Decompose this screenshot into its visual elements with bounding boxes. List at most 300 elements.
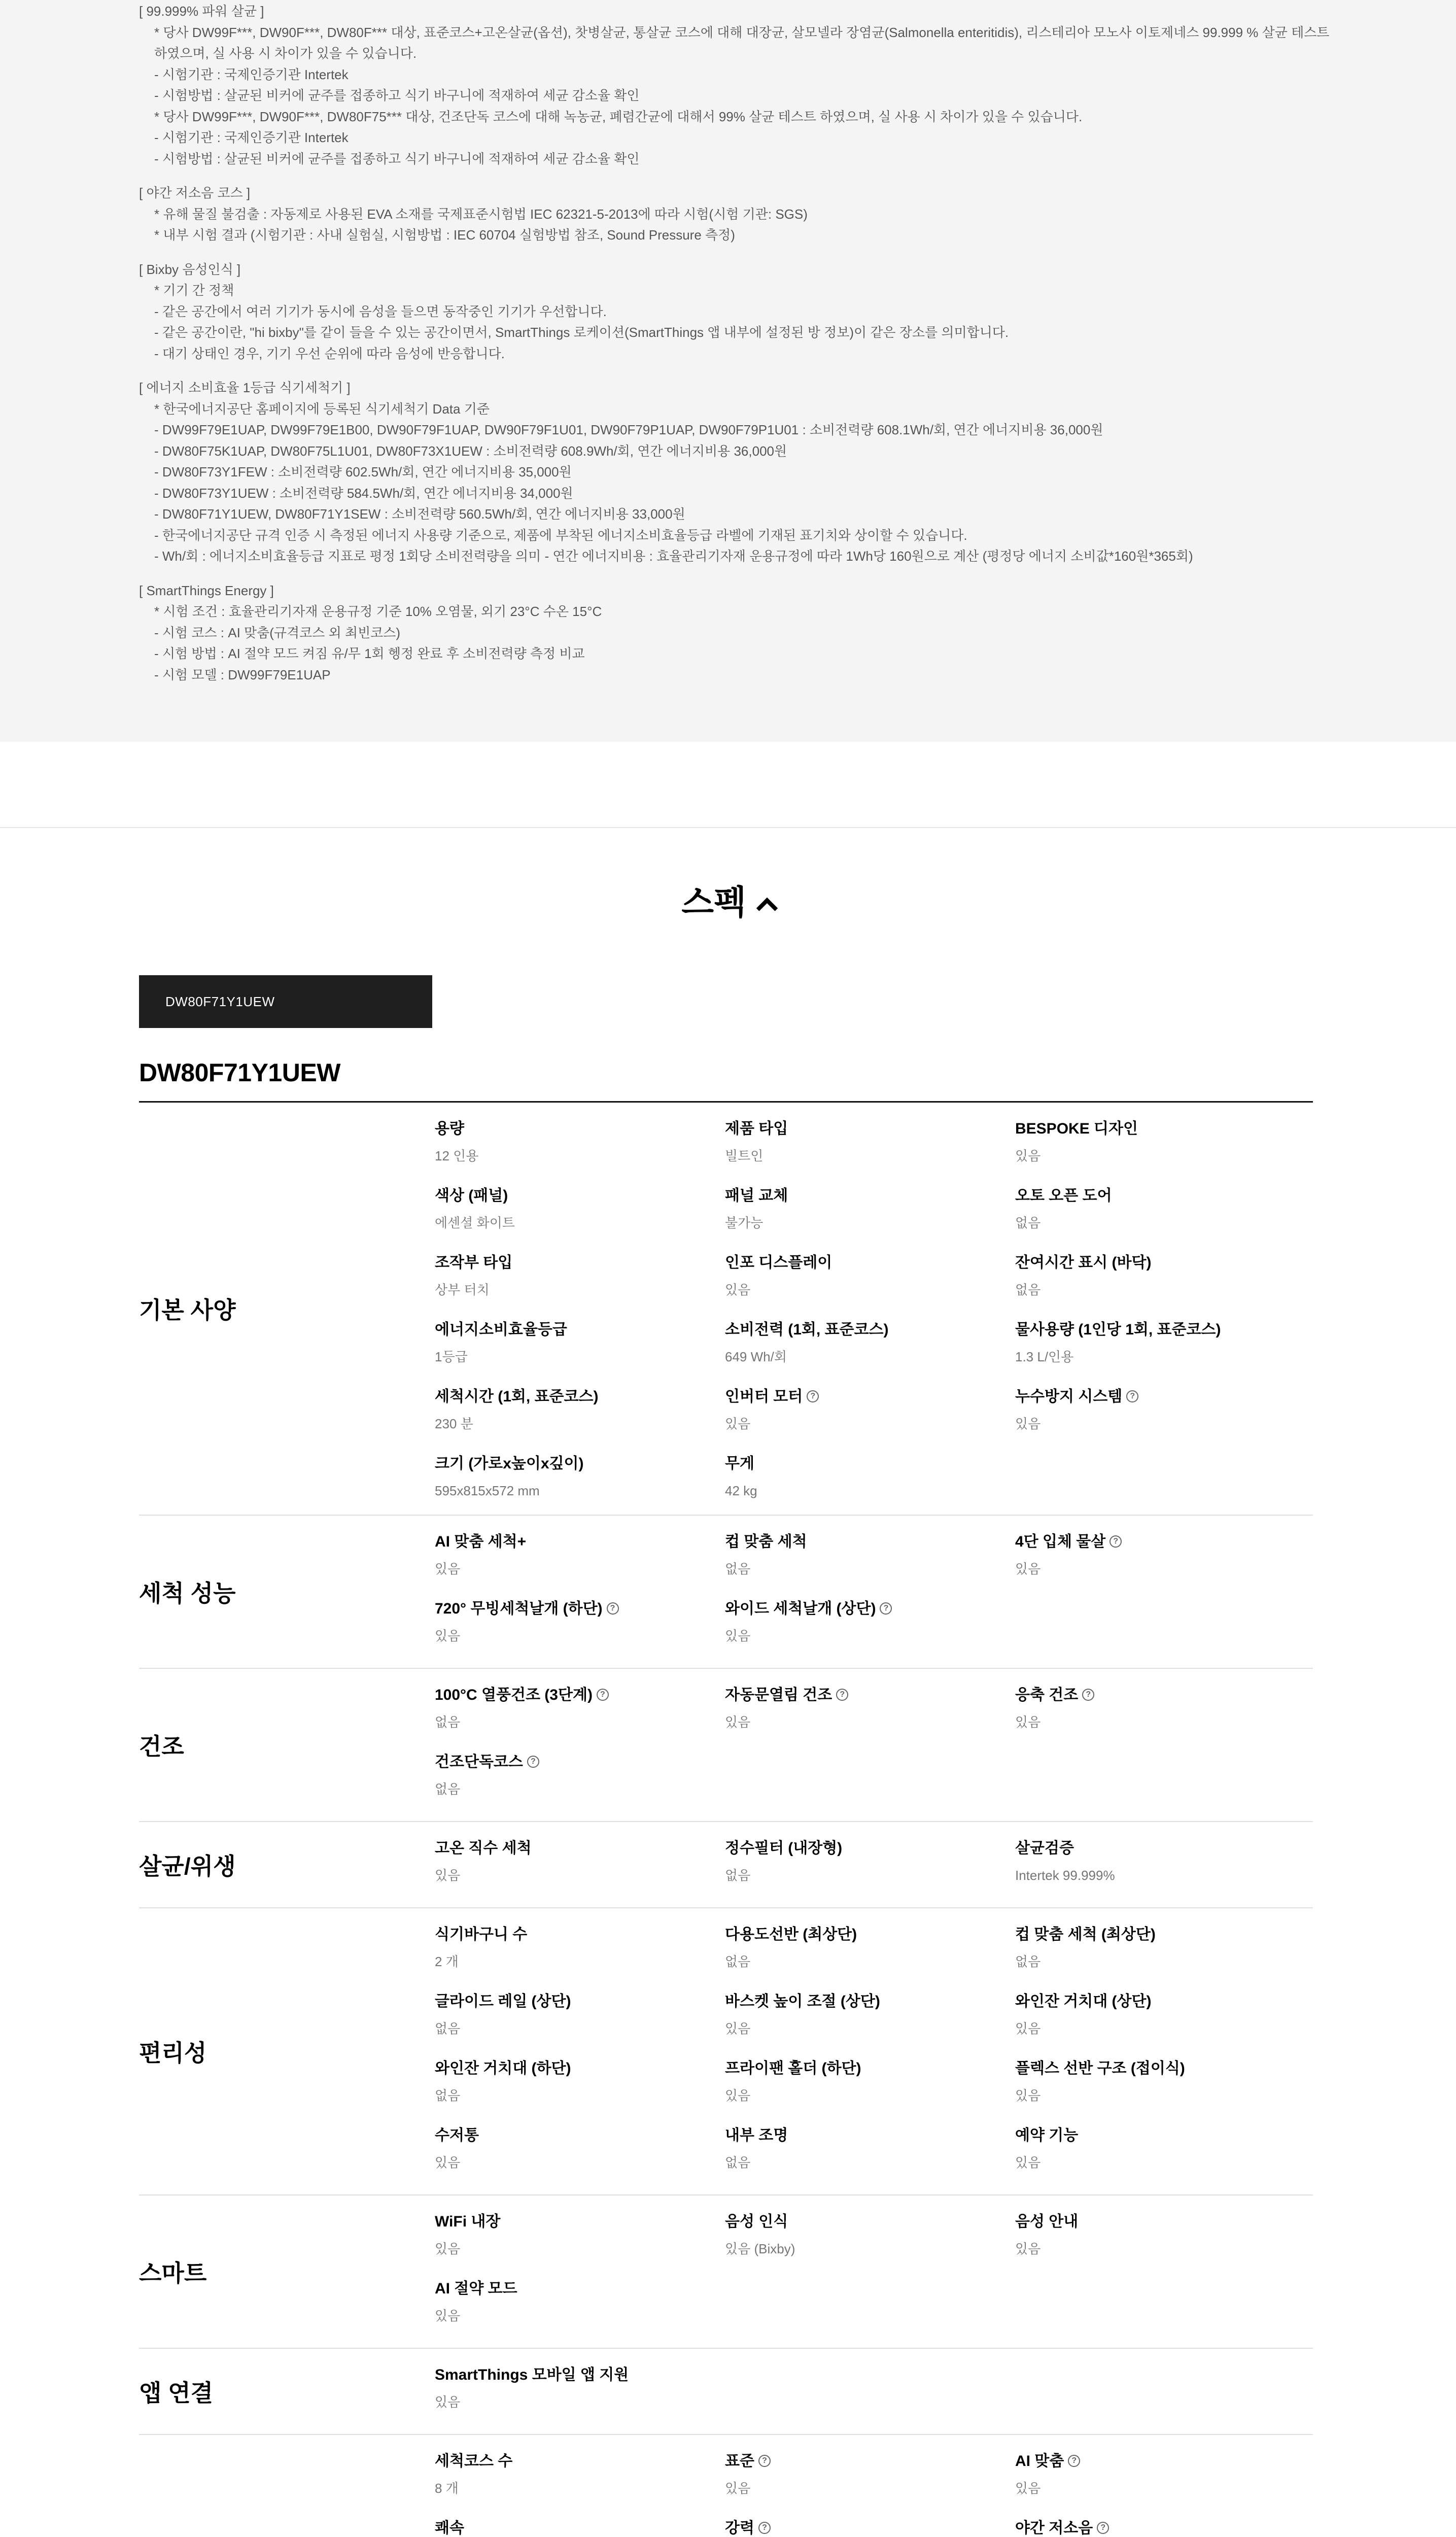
spec-item-label-text: 인버터 모터 (725, 1388, 803, 1405)
spec-item (725, 2517, 1015, 2537)
spec-item-label-text: 쾌속 (435, 2520, 464, 2536)
spec-item-value-text: 불가능 (725, 1215, 764, 1230)
spec-title-label: 스펙 (681, 883, 746, 921)
spec-item-value (435, 2306, 725, 2325)
section-divider (0, 827, 1456, 828)
spec-item-value (1015, 1952, 1305, 1971)
spec-item-grid (435, 2435, 1313, 2537)
spec-item-label-text: 바스켓 높이 조절 (상단) (725, 1993, 880, 2010)
spec-item-label-text: 컵 맞춤 세척 (최상단) (1015, 1926, 1156, 1943)
spec-item-value-text: 있음 (725, 2481, 751, 2496)
spec-item-label (435, 2058, 725, 2080)
note-section (139, 580, 1321, 686)
spec-item-label (435, 1319, 725, 1341)
spec-item-value (435, 2019, 725, 2038)
spec-item (435, 1319, 725, 1386)
spec-item (725, 1924, 1015, 1991)
help-icon[interactable]: ? (607, 1602, 619, 1615)
spec-item-label-text: 응축 건조 (1015, 1687, 1079, 1703)
spec-item-label-text: 세척코스 수 (435, 2453, 513, 2470)
spec-item-value-text: Intertek 99.999% (1015, 1868, 1115, 1883)
spec-item (1015, 1252, 1305, 1319)
spec-item-label (725, 1924, 1015, 1946)
spec-item-value-text: 있음 (435, 2155, 461, 2170)
spec-item (725, 1319, 1015, 1386)
spec-item-value (1015, 2019, 1305, 2038)
spec-item-value-text: 있음 (1015, 2481, 1041, 2496)
spec-item-value (725, 1952, 1015, 1971)
spec-item-value-text: 있음 (435, 2241, 461, 2256)
spec-item (1015, 1531, 1305, 1598)
note-line: * 당사 DW99F***, DW90F***, DW80F75*** 대상, 건조단독 코스에 대해 녹농균, 폐렴간균에 대해서 99% 살균 테스트 하였으며, 실 사용 시 차이가 있을 수 있습니다. (154, 109, 1083, 124)
help-icon[interactable]: ? (1068, 2455, 1080, 2467)
spec-item-value (725, 1712, 1015, 1732)
spec-item-value (435, 1559, 725, 1579)
spec-item (1015, 1924, 1305, 1991)
spec-item-label (725, 2450, 1015, 2473)
note-heading: [ SmartThings Energy ] (139, 582, 274, 598)
spec-category-name: 편리성 (139, 2040, 207, 2066)
spec-item-label (725, 1185, 1015, 1207)
note-line: - DW80F75K1UAP, DW80F75L1U01, DW80F73X1UEW : 소비전력량 608.9Wh/회, 연간 에너지비용 36,000원 (154, 443, 787, 459)
spec-item-label-text: 인포 디스플레이 (725, 1254, 833, 1271)
spec-category (139, 2349, 1313, 2435)
spec-item (725, 1531, 1015, 1598)
spec-item-value-text: 있음 (1015, 1416, 1041, 1431)
spec-item-label-text: 컵 맞춤 세척 (725, 1533, 807, 1550)
spec-item-value-text: 있음 (1015, 2155, 1041, 2170)
spec-item-value (435, 1146, 725, 1165)
spec-item (725, 2124, 1015, 2191)
spec-item-value (1015, 2239, 1305, 2258)
spec-item-label-text: 조작부 타입 (435, 1254, 513, 1271)
spec-item-value (725, 1481, 1015, 1500)
spec-item-label-text: 플렉스 선반 구조 (접이식) (1015, 2060, 1185, 2077)
spec-item-value-text: 있음 (725, 2088, 751, 2103)
note-line: - 시험방법 : 살균된 비커에 균주를 접종하고 식기 바구니에 적재하여 세균 감소율 확인 (154, 151, 640, 166)
spec-item (435, 2211, 725, 2278)
note-line: * 유해 물질 불검출 : 자동제로 사용된 EVA 소재를 국제표준시험법 IEC 62321-5-2013에 따라 시험(시험 기관: SGS) (154, 206, 808, 222)
spec-item-grid (435, 1516, 1313, 1677)
spec-item-label (435, 1924, 725, 1946)
spec-item (435, 1684, 725, 1751)
spec-item (725, 1837, 1015, 1904)
spec-item-value (1015, 2479, 1305, 2498)
spec-item-label-text: AI 맞춤 (1015, 2453, 1064, 2470)
spec-item-label (435, 2450, 725, 2473)
spec-item-label-text: 내부 조명 (725, 2127, 788, 2144)
note-line: - 대기 상태인 경우, 기기 우선 순위에 따라 음성에 반응합니다. (154, 346, 505, 361)
spec-item (435, 1751, 725, 1818)
spec-item (725, 1991, 1015, 2058)
spec-item-label (435, 1598, 725, 1620)
note-line: - 같은 공간이란, "hi bixby"를 같이 들을 수 있는 공간이면서, SmartThings 로케이션(SmartThings 앱 내부에 설정된 방 정보)이 같은 장소를 의미합니다. (154, 325, 1009, 340)
spec-item-value (1015, 1414, 1305, 1433)
spec-item-value (435, 2086, 725, 2105)
spec-item-grid (435, 1103, 1313, 1532)
help-icon[interactable]: ? (807, 1390, 819, 1402)
spec-item-label (1015, 1319, 1305, 1341)
spec-item-label (1015, 1924, 1305, 1946)
spec-item-label (725, 1252, 1015, 1274)
model-name-heading: DW80F71Y1UEW (139, 1058, 340, 1087)
spec-item-value (725, 2086, 1015, 2105)
spec-item-label (435, 2124, 725, 2147)
spec-item-value (1015, 2086, 1305, 2105)
spec-item-label (435, 1252, 725, 1274)
note-line: - 시험 모델 : DW99F79E1UAP (154, 667, 331, 682)
spec-item-value (435, 1481, 725, 1500)
spec-item-value-text: 42 kg (725, 1483, 757, 1498)
spec-item-value-text: 있음 (435, 1628, 461, 1643)
spec-item (435, 2517, 725, 2537)
spec-item-label-text: 잔여시간 표시 (바닥) (1015, 1254, 1152, 1271)
spec-item-value (435, 1626, 725, 1645)
help-icon[interactable]: ? (836, 1689, 848, 1701)
spec-item-value-text: 있음 (1015, 1561, 1041, 1576)
spec-item-label-text: 정수필터 (내장형) (725, 1840, 843, 1857)
spec-item (1015, 1991, 1305, 2058)
note-line: * 내부 시험 결과 (시험기관 : 사내 실험실, 시험방법 : IEC 60704 실험방법 참조, Sound Pressure 측정) (154, 227, 735, 243)
spec-item-label-text: 야간 저소음 (1015, 2520, 1093, 2536)
spec-item-label (435, 2517, 725, 2537)
spec-item-label-text: 세척시간 (1회, 표준코스) (435, 1388, 599, 1405)
spec-item (1015, 1837, 1305, 1904)
spec-item-value-text: 상부 터치 (435, 1282, 490, 1297)
spec-item (725, 1252, 1015, 1319)
spec-item-label-text: 살균검증 (1015, 1840, 1074, 1857)
spec-item-value-text: 없음 (1015, 1215, 1041, 1230)
spec-item-label-text: 와이드 세척날개 (상단) (725, 1600, 876, 1617)
spec-item (435, 2278, 725, 2345)
spec-item-value-text: 있음 (1015, 1715, 1041, 1730)
spec-item-label (1015, 2124, 1305, 2147)
spec-item (435, 1118, 725, 1185)
spec-item-value (1015, 1280, 1305, 1299)
spec-item-value (435, 1866, 725, 1885)
note-line: 하였으며, 실 사용 시 차이가 있을 수 있습니다. (154, 46, 417, 61)
spec-item-value-text: 없음 (435, 2021, 461, 2036)
note-line: - 시험 코스 : AI 맞춤(규격코스 외 최빈코스) (154, 625, 401, 640)
spec-item-label (725, 2517, 1015, 2537)
spec-item-label-text: 고온 직수 세척 (435, 1840, 532, 1857)
spec-item-label-text: 와인잔 거치대 (하단) (435, 2060, 571, 2077)
spec-item-label (435, 1751, 725, 1773)
spec-item (1015, 1684, 1305, 1751)
spec-item-value (725, 2239, 1015, 2258)
spec-item-value-text: 없음 (1015, 1282, 1041, 1297)
spec-item-value (725, 1866, 1015, 1885)
spec-item-label-text: 건조단독코스 (435, 1754, 523, 1770)
spec-item (725, 1684, 1015, 1751)
spec-item (1015, 2211, 1305, 2278)
spec-item-label (435, 1453, 725, 1475)
spec-item (1015, 1386, 1305, 1453)
spec-item-value (1015, 1712, 1305, 1732)
spec-item-label (725, 2124, 1015, 2147)
spec-item-value (1015, 1146, 1305, 1165)
spec-item (435, 2450, 725, 2517)
note-line: * 한국에너지공단 홈페이지에 등록된 식기세척기 Data 기준 (154, 401, 490, 417)
spec-item-label-text: 오토 오픈 도어 (1015, 1187, 1112, 1204)
spec-item-label-text: 음성 인식 (725, 2213, 788, 2230)
note-heading: [ 99.999% 파워 살균 ] (139, 4, 264, 19)
spec-item-value (1015, 1213, 1305, 1232)
spec-item-label (435, 1684, 725, 1706)
spec-item-label (725, 1598, 1015, 1620)
spec-item-label-text: 무게 (725, 1455, 754, 1472)
spec-item-value-text: 1등급 (435, 1349, 468, 1364)
spec-item-label (725, 1386, 1015, 1408)
spec-item (435, 1453, 725, 1520)
spec-item-value (435, 2153, 725, 2172)
spec-item-value-text: 있음 (435, 2394, 461, 2410)
spec-item-value (435, 2239, 725, 2258)
spec-item-label (1015, 2211, 1305, 2233)
spec-item (725, 2211, 1015, 2278)
spec-item-label (1015, 1252, 1305, 1274)
spec-item-label-text: BESPOKE 디자인 (1015, 1120, 1138, 1137)
note-line: - DW80F71Y1UEW, DW80F71Y1SEW : 소비전력량 560.5Wh/회, 연간 에너지비용 33,000원 (154, 506, 685, 522)
spec-item-value-text: 없음 (725, 1954, 751, 1969)
help-icon[interactable]: ? (880, 1602, 892, 1615)
chevron-up-icon[interactable] (756, 898, 778, 919)
help-icon[interactable]: ? (1082, 1689, 1094, 1701)
spec-item-value-text: 에센셜 화이트 (435, 1215, 515, 1230)
spec-item-value (435, 1347, 725, 1366)
spec-item-label-text: 패널 교체 (725, 1187, 788, 1204)
spec-item-label-text: 크기 (가로x높이x깊이) (435, 1455, 584, 1472)
spec-item (1015, 2517, 1305, 2537)
spec-item-value (435, 1779, 725, 1799)
spec-item-label (725, 2211, 1015, 2233)
spec-item-value-text: 없음 (435, 1781, 461, 1797)
spec-item-value (725, 1213, 1015, 1232)
note-heading: [ 야간 저소음 코스 ] (139, 185, 251, 200)
spec-item (435, 1252, 725, 1319)
spec-item-value-text: 없음 (1015, 1954, 1041, 1969)
spec-item (435, 1837, 725, 1904)
spec-item (1015, 2450, 1305, 2517)
spec-item (435, 2058, 725, 2124)
spec-item-value (435, 1213, 725, 1232)
help-icon[interactable]: ? (758, 2455, 771, 2467)
spec-item-label (725, 1453, 1015, 1475)
spec-item-label (1015, 1118, 1305, 1140)
spec-item-value (725, 1146, 1015, 1165)
spec-item-label (725, 1991, 1015, 2013)
spec-item-label (435, 1531, 725, 1553)
spec-item-value (435, 1712, 725, 1732)
spec-item-value (435, 2392, 725, 2412)
spec-item-value-text: 없음 (725, 2155, 751, 2170)
note-line: - DW80F73Y1FEW : 소비전력량 602.5Wh/회, 연간 에너지비용 35,000원 (154, 464, 572, 479)
spec-item (725, 1386, 1015, 1453)
help-icon[interactable]: ? (527, 1756, 539, 1768)
spec-item-value-text: 649 Wh/회 (725, 1349, 787, 1364)
spec-item-label-text: 에너지소비효율등급 (435, 1321, 567, 1338)
note-line: * 당사 DW99F***, DW90F***, DW80F*** 대상, 표준코스+고온살균(옵션), 찻병살균, 통살균 코스에 대해 대장균, 살모넬라 장염균(Salmonella enteritidis), 리스테리아 모노사 이토제네스 99.999 % 살균 테스트 (154, 24, 1330, 40)
spec-item (435, 2364, 725, 2431)
spec-category (139, 1908, 1313, 2196)
spec-item-value-text: 230 분 (435, 1416, 473, 1431)
spec-item-label-text: 강력 (725, 2520, 754, 2536)
spec-item-value-text: 있음 (725, 1715, 751, 1730)
help-icon[interactable]: ? (758, 2522, 771, 2534)
spec-item-value (435, 1414, 725, 1433)
note-section (139, 1, 1330, 169)
spec-item-label (725, 1837, 1015, 1860)
spec-category (139, 1669, 1313, 1822)
spec-item-value-text: 있음 (725, 1282, 751, 1297)
spec-category-name: 스마트 (139, 2260, 207, 2286)
note-line: - Wh/회 : 에너지소비효율등급 지표로 평정 1회당 소비전력량을 의미 - 연간 에너지비용 : 효율관리기자재 운용규정에 따라 1Wh당 160원으로 계산 (평정당 에너지 소비값*160원*365회) (154, 548, 1193, 564)
spec-item-label-text: AI 맞춤 세척+ (435, 1533, 527, 1550)
spec-item-value-text: 있음 (725, 2021, 751, 2036)
spec-item (725, 1598, 1015, 1665)
note-line: - 시험방법 : 살균된 비커에 균주를 접종하고 식기 바구니에 적재하여 세균 감소율 확인 (154, 88, 640, 103)
spec-item-label (725, 1531, 1015, 1553)
spec-item-value-text: 있음 (725, 1416, 751, 1431)
spec-item-label (435, 2211, 725, 2233)
spec-item-label (725, 1118, 1015, 1140)
spec-item-value-text: 있음 (435, 1868, 461, 1883)
spec-item-grid (435, 1822, 1313, 1916)
spec-item-label (435, 2278, 725, 2300)
spec-item-label (1015, 1991, 1305, 2013)
spec-category (139, 2196, 1313, 2349)
spec-category-name: 기본 사양 (139, 1297, 236, 1323)
spec-category-name: 앱 연결 (139, 2380, 214, 2406)
spec-item-label-text: 720° 무빙세척날개 (하단) (435, 1600, 603, 1617)
spec-item-label (435, 1118, 725, 1140)
spec-item-label-text: 자동문열림 건조 (725, 1687, 833, 1703)
spec-category-name: 세척 성능 (139, 1580, 236, 1606)
spec-item-label (1015, 1185, 1305, 1207)
note-line: - 시험기관 : 국제인증기관 Intertek (154, 130, 349, 145)
spec-item (1015, 1319, 1305, 1386)
spec-item-value-text: 1.3 L/인용 (1015, 1349, 1074, 1364)
spec-item-grid (435, 2196, 1313, 2357)
note-line: - 시험 방법 : AI 절약 모드 켜짐 유/무 1회 헹정 완료 후 소비전력량 측정 비교 (154, 646, 585, 661)
spec-item (1015, 1185, 1305, 1252)
note-heading: [ Bixby 음성인식 ] (139, 261, 241, 277)
spec-item-value-text: 없음 (725, 1561, 751, 1576)
spec-item-label (1015, 2450, 1305, 2473)
spec-item (435, 1991, 725, 2058)
spec-category (139, 2435, 1313, 2537)
spec-item-label (435, 1837, 725, 1860)
spec-item-value (435, 1952, 725, 1971)
spec-item (435, 1924, 725, 1991)
spec-item (1015, 2124, 1305, 2191)
spec-item-label-text: 예약 기능 (1015, 2127, 1079, 2144)
spec-item-value (435, 1280, 725, 1299)
note-line: - 같은 공간에서 여러 기기가 동시에 음성을 들으면 동작중인 기기가 우선합니다. (154, 303, 607, 319)
spec-item-label (725, 2058, 1015, 2080)
note-section (139, 378, 1321, 567)
spec-item-value (1015, 1559, 1305, 1579)
spec-item-value (725, 1347, 1015, 1366)
spec-item-label (1015, 2058, 1305, 2080)
spec-item-value (725, 1414, 1015, 1433)
note-line: - DW99F79E1UAP, DW99F79E1B00, DW90F79F1UAP, DW90F79F1U01, DW90F79P1UAP, DW90F79P1U01 : 소비전력량 608.1Wh/회, 연간 에너지비용 36,000원 (154, 422, 1103, 437)
spec-item-value-text: 있음 (725, 1628, 751, 1643)
spec-item (435, 1531, 725, 1598)
spec-item (1015, 1118, 1305, 1185)
spec-item-label (725, 1319, 1015, 1341)
spec-item-label-text: 용량 (435, 1120, 464, 1137)
spec-item (435, 1598, 725, 1665)
spec-item-label (435, 2364, 725, 2386)
spec-item-label-text: 100°C 열풍건조 (3단계) (435, 1687, 593, 1703)
spec-item-label (1015, 1531, 1305, 1553)
spec-item (725, 1453, 1015, 1520)
spec-item-label-text: 4단 입체 물살 (1015, 1533, 1106, 1550)
model-tab[interactable]: DW80F71Y1UEW (139, 975, 432, 1028)
spec-item-value-text: 595x815x572 mm (435, 1483, 540, 1498)
spec-item-label-text: 수저통 (435, 2127, 479, 2144)
spec-item-label (1015, 1386, 1305, 1408)
spec-item-value (725, 1559, 1015, 1579)
legal-notes-panel (0, 0, 1456, 742)
spec-item-label-text: SmartThings 모바일 앱 지원 (435, 2367, 629, 2383)
spec-item-value-text: 있음 (1015, 2088, 1041, 2103)
spec-item-label-text: 글라이드 레일 (상단) (435, 1993, 571, 2010)
spec-item-value (435, 2479, 725, 2498)
spec-item-value (725, 2019, 1015, 2038)
spec-section-title[interactable] (0, 875, 1456, 923)
spec-item-value-text: 12 인용 (435, 1148, 479, 1163)
spec-category-name: 건조 (139, 1733, 184, 1760)
spec-item-grid (435, 2349, 1313, 2443)
spec-item-value (725, 2153, 1015, 2172)
help-icon[interactable]: ? (597, 1689, 609, 1701)
spec-item-label (1015, 1684, 1305, 1706)
spec-item-value-text: 있음 (1015, 2021, 1041, 2036)
spec-item-label-text: WiFi 내장 (435, 2213, 501, 2230)
help-icon[interactable]: ? (1110, 1535, 1122, 1548)
spec-item-label-text: 제품 타입 (725, 1120, 788, 1137)
spec-item-label (1015, 1837, 1305, 1860)
spec-item-value (1015, 2153, 1305, 2172)
spec-item-value-text: 있음 (Bixby) (725, 2241, 795, 2256)
spec-item-value (725, 1626, 1015, 1645)
spec-item-value (1015, 1866, 1305, 1885)
spec-item-label-text: 표준 (725, 2453, 754, 2470)
spec-item (725, 1185, 1015, 1252)
help-icon[interactable]: ? (1097, 2522, 1109, 2534)
note-section (139, 259, 1321, 365)
spec-item-label (435, 1185, 725, 1207)
note-heading: [ 에너지 소비효율 1등급 식기세척기 ] (139, 380, 351, 395)
spec-item-label-text: 물사용량 (1인당 1회, 표준코스) (1015, 1321, 1221, 1338)
spec-item-value-text: 있음 (1015, 2241, 1041, 2256)
spec-item-label (435, 1991, 725, 2013)
spec-item-value-text: 빌트인 (725, 1148, 764, 1163)
spec-item-label-text: 음성 안내 (1015, 2213, 1079, 2230)
spec-item (435, 2124, 725, 2191)
spec-item (435, 1185, 725, 1252)
spec-item-value (725, 2479, 1015, 2498)
help-icon[interactable]: ? (1126, 1390, 1138, 1402)
note-section (139, 183, 1321, 246)
spec-item-value-text: 없음 (435, 1715, 461, 1730)
spec-item-label (1015, 2517, 1305, 2537)
spec-item-label-text: AI 절약 모드 (435, 2280, 517, 2297)
spec-item-value (1015, 1347, 1305, 1366)
note-line: - DW80F73Y1UEW : 소비전력량 584.5Wh/회, 연간 에너지비용 34,000원 (154, 485, 573, 501)
